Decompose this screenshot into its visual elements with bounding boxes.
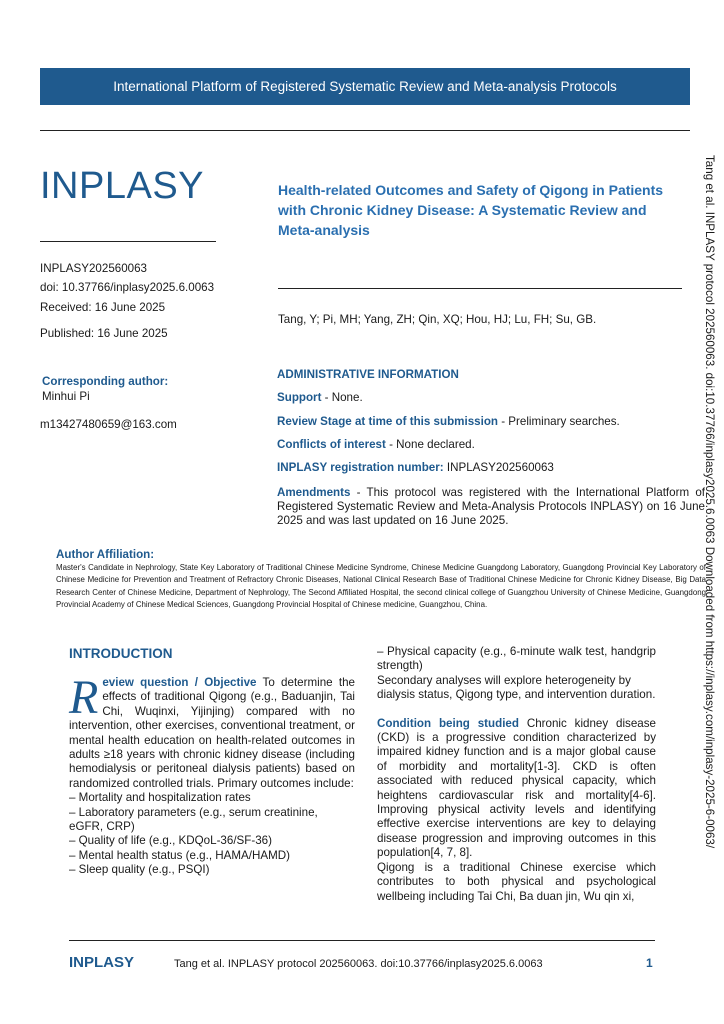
conflicts-line: [277, 438, 475, 451]
sidebar-text: Tang et al. INPLASY protocol 202560063. doi:10.37766/inplasy2025.6.0063 Downloaded from https://inplasy.com/inplasy-2025-6-0063/: [703, 155, 716, 849]
outcome-item: – Laboratory parameters (e.g., serum creatinine, eGFR, CRP): [69, 805, 318, 834]
secondary-analyses: Secondary analyses will explore heterogeneity by dialysis status, Qigong type, and intervention duration.: [377, 673, 656, 702]
outcome-item: – Quality of life (e.g., KDQoL-36/SF-36): [69, 834, 272, 848]
brand-rule: [40, 241, 216, 242]
stage-line: [277, 415, 620, 428]
banner-title: International Platform of Registered Systematic Review and Meta-analysis Protocols: [113, 79, 617, 94]
admin-heading: ADMINISTRATIVE INFORMATION: [277, 368, 459, 381]
outcome-item: – Mental health status (e.g., HAMA/HAMD): [69, 848, 291, 862]
brand-logo: INPLASY: [40, 165, 205, 207]
title-rule: [278, 288, 682, 289]
download-sidebar: [700, 155, 716, 895]
regnum-label: INPLASY registration number:: [277, 461, 444, 474]
condition-paragraph: [377, 717, 656, 861]
footer-brand: INPLASY: [69, 954, 135, 971]
review-question: [69, 671, 356, 791]
affiliation-text: Master's Candidate in Nephrology, State Key Laboratory of Traditional Chinese Medicine Syndrome, Chinese Medicine Guangdong Laboratory, Guangdong Provincial Key Laboratory of Chinese Medicine for Prevention and Treatment of Refractory Chronic Diseases, National Clinical Research Base of Traditional Chinese Medicine for Chronic Kidney Disease, Big Data Research Center of Chinese Medicine, Department of Nephrology, The Second Affiliated Hospital, the second clinical college of Guangzhou University of Chinese Medicine, Guangdong Provincial Academy of Chinese Medical Sciences, Guangdong Provincial Hospital of Chinese medicine, Guangzhou, China.: [56, 563, 706, 609]
intro-heading: INTRODUCTION: [69, 646, 173, 661]
corresponding-label: Corresponding author:: [42, 375, 169, 388]
amendments-block: [277, 486, 705, 528]
stage-label: Review Stage at time of this submission: [277, 415, 498, 428]
header-rule: [40, 130, 690, 131]
dropcap-letter: R: [69, 671, 99, 724]
regnum-value: INPLASY202560063: [443, 461, 554, 474]
outcome-item: – Physical capacity (e.g., 6-minute walk test, handgrip strength): [377, 645, 656, 673]
amend-label: Amendments: [277, 486, 351, 499]
page-number: 1: [646, 956, 653, 970]
doi: doi: 10.37766/inplasy2025.6.0063: [40, 281, 215, 294]
intro-column-left: [69, 671, 356, 878]
journal-banner: [40, 68, 690, 105]
stage-value: - Preliminary searches.: [497, 415, 620, 428]
footer-rule: [69, 940, 655, 941]
amend-value: - This protocol was registered with the International Platform of Registered Systematic Review and Meta-Analysis Protocols INPLASY) on 16 June 2025 and was last updated on 16 June 2025.: [277, 486, 705, 527]
support-line: [277, 391, 363, 404]
condition-text: Chronic kidney disease (CKD) is a progressive condition characterized by impaired kidney function and is a major global cause of morbidity and mortality[1-3]. CKD is often associated with reduced physical capacity, which heightens cardiovascular risk and mortality[4-6]. Improving physical activity levels and identifying effective exercise interventions are key to delaying disease progression and improving outcomes in this population[4, 7, 8].: [377, 716, 656, 860]
footer-citation: Tang et al. INPLASY protocol 202560063. doi:10.37766/inplasy2025.6.0063: [174, 958, 543, 970]
corresponding-email[interactable]: m13427480659@163.com: [40, 418, 177, 431]
intro-column-right: [377, 645, 656, 904]
qigong-paragraph: Qigong is a traditional Chinese exercise which contributes to both physical and psychological wellbeing including Tai Chi, Ba duan jin, Wu qin xi,: [377, 860, 656, 903]
outcome-item: – Mortality and hospitalization rates: [69, 791, 251, 805]
received-date: Received: 16 June 2025: [40, 301, 166, 314]
paper-title: Health-related Outcomes and Safety of Qigong in Patients with Chronic Kidney Disease: A Systematic Review and Meta-analysis: [278, 182, 664, 238]
rq-label: eview question / Objective: [102, 676, 257, 689]
outcome-item: – Sleep quality (e.g., PSQI): [69, 863, 210, 877]
published-date: Published: 16 June 2025: [40, 327, 168, 340]
condition-label: Condition being studied: [377, 716, 519, 730]
conflicts-value: - None declared.: [385, 438, 475, 451]
protocol-id: INPLASY202560063: [40, 262, 148, 275]
regnum-line: [277, 461, 554, 474]
author-list: Tang, Y; Pi, MH; Yang, ZH; Qin, XQ; Hou, HJ; Lu, FH; Su, GB.: [278, 313, 597, 326]
rq-text: To determine the effects of traditional Qigong (e.g., Baduanjin, Tai Chi, Wuqinxi, Yijinjing) compared with no intervention, other exercises, conventional treatment, or mental health education on health-related outcomes in adults ≥18 years with chronic kidney disease (including hemodialysis or peritoneal dialysis patients) based on randomized controlled trials. Primary outcomes include:: [69, 676, 356, 790]
corresponding-name: Minhui Pi: [42, 390, 90, 403]
affiliation-label: Author Affiliation:: [56, 548, 155, 561]
support-label: Support: [277, 391, 322, 404]
support-value: - None.: [321, 391, 363, 404]
conflicts-label: Conflicts of interest: [277, 438, 386, 451]
